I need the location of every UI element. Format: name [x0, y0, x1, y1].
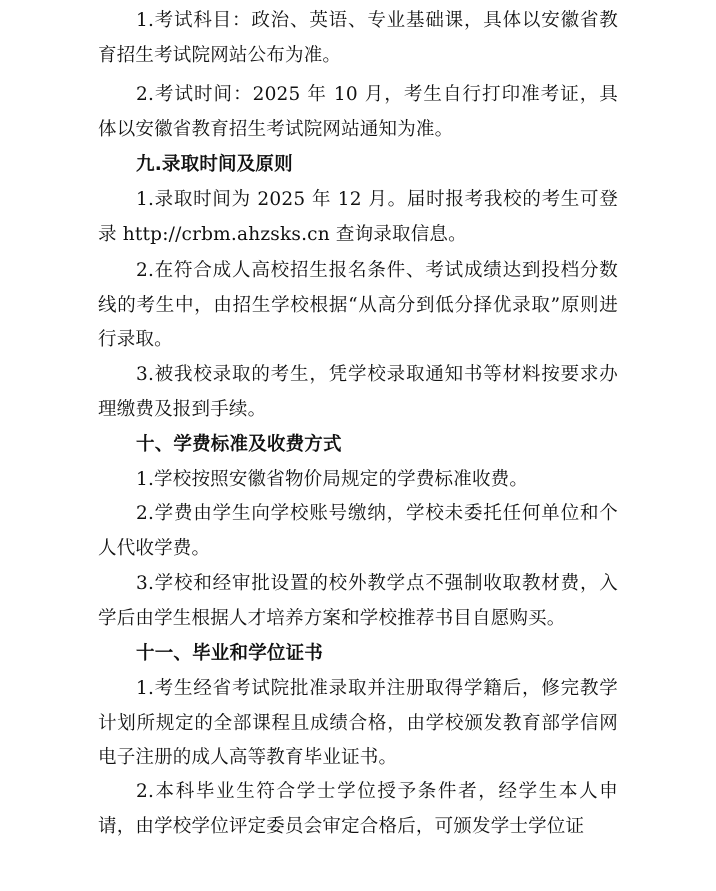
section-heading-admission: 九.录取时间及原则 [136, 154, 293, 175]
paragraph-admission-principle: 2.在符合成人高校招生报名条件、考试成绩达到投档分数线的考生中，由招生学校根据“从高分到低分择优录取”原则进行录取。 [98, 260, 618, 351]
paragraph-exam-time: 2.考试时间：2025 年 10 月，考生自行打印准考证，具体以安徽省教育招生考试院网站通知为准。 [98, 84, 618, 140]
paragraph-enrollment-procedure: 3.被我校录取的考生，凭学校录取通知书等材料按要求办理缴费及报到手续。 [98, 364, 618, 420]
paragraph-degree-certificate: 2.本科毕业生符合学士学位授予条件者，经学生本人申请，由学校学位评定委员会审定合格后，可颁发学士学位证 [98, 781, 618, 837]
paragraph-exam-subjects: 1.考试科目：政治、英语、专业基础课，具体以安徽省教育招生考试院网站公布为准。 [98, 10, 618, 66]
section-heading-tuition: 十、学费标准及收费方式 [136, 434, 342, 455]
section-heading-graduation: 十一、毕业和学位证书 [136, 643, 324, 664]
paragraph-graduation-certificate: 1.考生经省考试院批准录取并注册取得学籍后，修完教学计划所规定的全部课程且成绩合格，由学校颁发教育部学信网电子注册的成人高等教育毕业证书。 [98, 678, 618, 769]
paragraph-admission-time: 1.录取时间为 2025 年 12 月。届时报考我校的考生可登录 http://crbm.ahzsks.cn 查询录取信息。 [98, 189, 618, 245]
paragraph-textbook-fee: 3.学校和经审批设置的校外教学点不强制收取教材费，入学后由学生根据人才培养方案和学校推荐书目自愿购买。 [98, 573, 618, 629]
paragraph-tuition-standard: 1.学校按照安徽省物价局规定的学费标准收费。 [136, 469, 529, 490]
paragraph-tuition-payment: 2.学费由学生向学校账号缴纳，学校未委托任何单位和个人代收学费。 [98, 503, 618, 559]
